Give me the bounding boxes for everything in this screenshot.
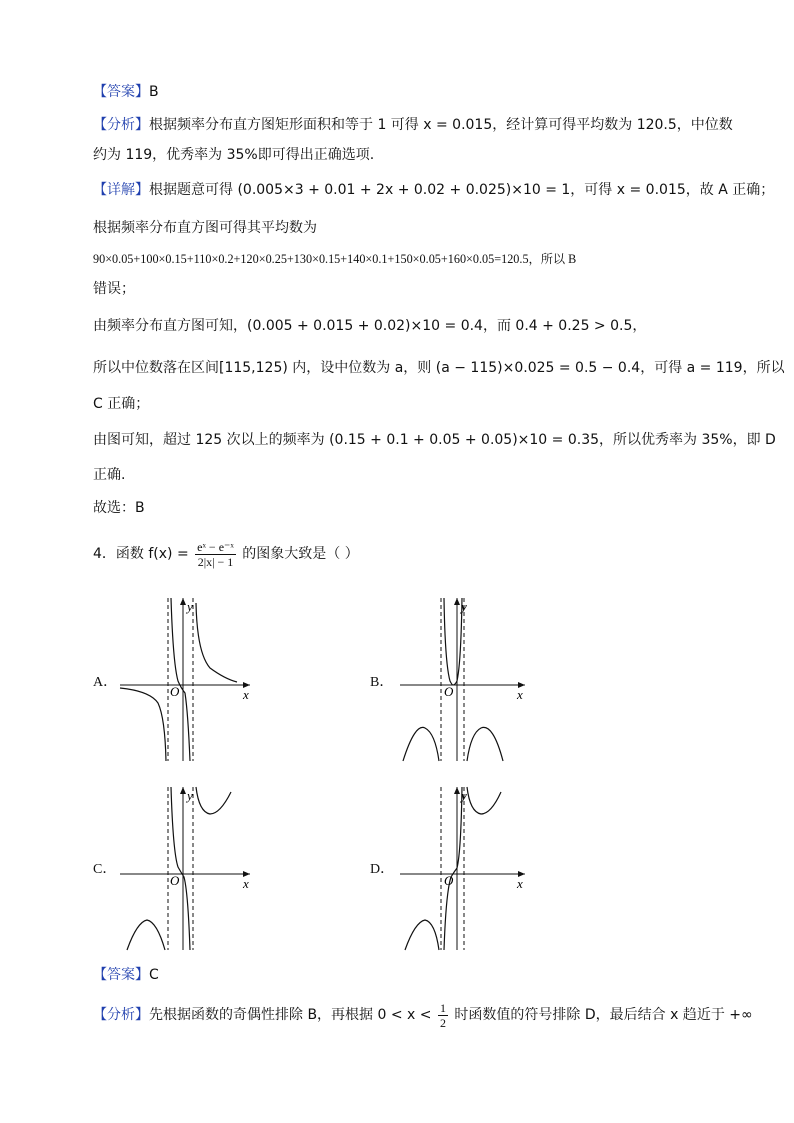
y-axis-label: y [187, 788, 193, 803]
analysis2-post: 时函数值的符号排除 D，最后结合 x 趋近于 +∞ [454, 1007, 753, 1023]
answer-value: C [149, 967, 159, 983]
x-axis-label: x [517, 876, 523, 891]
option-a-label: A． [93, 675, 118, 690]
answer1-line [93, 82, 159, 102]
detail1-line10: 故选：B [93, 500, 145, 516]
answer-value: B [149, 84, 159, 100]
answer-tag: 【答案】 [93, 84, 149, 100]
option-d-label: D． [370, 862, 395, 877]
analysis1-line1 [93, 115, 733, 135]
detail1-line4: 错误； [93, 281, 135, 297]
half-fraction [438, 1001, 448, 1030]
origin-label: O [444, 873, 454, 888]
fraction-numerator: 1 [439, 1000, 446, 1015]
detail1-line1 [93, 180, 774, 200]
y-axis-label: y [461, 788, 467, 803]
fraction-numerator: eˣ − e⁻ˣ [197, 539, 234, 554]
origin-label: O [170, 873, 180, 888]
answer-tag: 【答案】 [93, 967, 149, 983]
analysis2-pre: 先根据函数的奇偶性排除 B，再根据 0 < x < [149, 1007, 432, 1023]
analysis1-line2: 约为 119，优秀率为 35%即可得出正确选项. [93, 147, 375, 163]
option-b-graph [395, 593, 535, 763]
detail1-line5: 由频率分布直方图可知，(0.005 + 0.015 + 0.02)×10 = 0.4，而 0.4 + 0.25 > 0.5， [93, 318, 647, 334]
option-c-label: C． [93, 862, 117, 877]
analysis-tag: 【分析】 [93, 1007, 149, 1023]
detail1-line7: C 正确； [93, 396, 150, 412]
detail-text: 根据题意可得 (0.005×3 + 0.01 + 2x + 0.02 + 0.025)×10 = 1，可得 x = 0.015，故 A 正确； [149, 182, 775, 198]
option-b-label: B． [370, 675, 394, 690]
y-axis-label: y [461, 599, 467, 614]
detail1-line2: 根据频率分布直方图可得其平均数为 [93, 220, 317, 236]
x-axis-label: x [517, 687, 523, 702]
option-d-graph [395, 782, 535, 952]
detail1-line6: 所以中位数落在区间[115,125) 内，设中位数为 a，则 (a − 115)×0.025 = 0.5 − 0.4，可得 a = 119，所以 [93, 360, 785, 376]
option-c-graph [115, 782, 255, 952]
detail1-line8: 由图可知，超过 125 次以上的频率为 (0.15 + 0.1 + 0.05 + 0.05)×10 = 0.35，所以优秀率为 35%，即 D [93, 432, 776, 448]
answer2-line [93, 965, 159, 985]
fraction-denominator: 2|x| − 1 [197, 554, 234, 569]
option-a-graph [115, 593, 255, 763]
analysis-tag: 【分析】 [93, 117, 149, 133]
detail1-line3: 90×0.05+100×0.15+110×0.2+120×0.25+130×0.15+140×0.1+150×0.05+160×0.05=120.5，所以 B [93, 252, 577, 266]
analysis-text: 根据频率分布直方图矩形面积和等于 1 可得 x = 0.015，经计算可得平均数为 120.5，中位数 [149, 117, 733, 133]
x-axis-label: x [243, 876, 249, 891]
fraction-denominator: 2 [439, 1015, 446, 1030]
detail-tag: 【详解】 [93, 182, 149, 198]
detail1-line9: 正确. [93, 467, 126, 483]
y-axis-label: y [187, 599, 193, 614]
origin-label: O [444, 684, 454, 699]
function-fraction [195, 540, 236, 569]
question4-prefix: 4．函数 f(x) = [93, 546, 189, 562]
x-axis-label: x [243, 687, 249, 702]
question4-stem [93, 538, 359, 570]
analysis2-line [93, 1000, 753, 1030]
question4-suffix: 的图象大致是（ ） [242, 546, 359, 562]
origin-label: O [170, 684, 180, 699]
